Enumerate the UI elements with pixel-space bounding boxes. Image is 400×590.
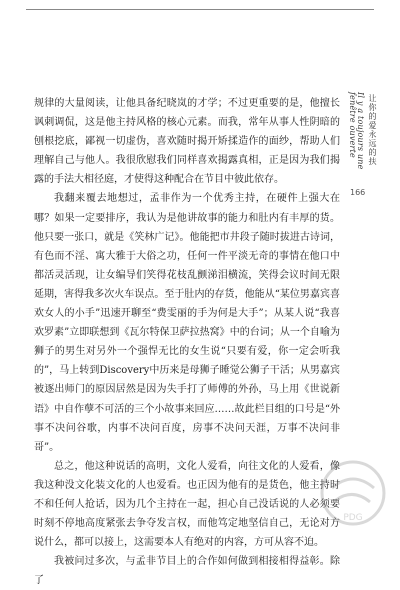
side-header-english: Il y a toujours une fenêtre ouverte xyxy=(348,92,365,170)
paragraph-3: 总之，他这种说话的高明，文化人爱看，向往文化的人爱看，像我这种没文化装文化的人也爱看。也正因为他有的是货色，他主持时不和任何人抢话，因为几个主持在一起，担心自己没话说的人必须要时刻不停地高度紧张去争夺发言权，而他笃定地坚信自己，无论对方说什么，都可以接上，这需要本人有绝对的内容，方可从容不迫。 xyxy=(34,460,340,549)
side-header xyxy=(348,92,384,202)
paragraph-1: 规律的大量阅读，让他具备纪晓岚的才学；不过更重要的是，他擅长讽刺调侃，这是他主持风格的核心元素。而我，常年从事人性阴暗的刨根挖底，鄙视一切虚伪，喜欢随时揭开矫揉造作的面纱，帮助人们理解自己与他人。我很欣慰我们同样喜欢揭露真相，正是因为我们揭露的手法大相径庭，才使得这种配合在节目中彼此依存。 xyxy=(34,98,340,186)
top-rule xyxy=(26,9,374,10)
side-header-chinese: 让你的爱永远的扶 xyxy=(368,94,377,166)
body-text xyxy=(34,94,340,590)
paragraph-4: 我被问过多次，与孟非节目上的合作如何做到相接相得益彰。除了 xyxy=(34,556,340,587)
watermark-logo xyxy=(318,458,388,528)
watermark-text: PDG xyxy=(343,513,363,523)
paragraph-2: 我翻来覆去地想过，孟非作为一个优秀主持，在硬件上强大在哪？如果一定要排序，我认为是他讲故事的能力和肚内有丰厚的货。他只要一张口，就是《笑林广记》。他能把市井段子随时拔进古诗词，有色而不淫、寓大雅于大俗之功，任何一件平淡无奇的事情在他口中都活灵活现，让女编导们笑得花枝乱颤涕泪横流，笑得会议时间无限延期，害得我多次火车误点。至于肚内的存货，他能从“某位男嘉宾喜欢女人的小手”迅速开聊至“费雯丽的手为何是大手”；从某人说“我喜欢罗素”立即联想到《瓦尔特保卫萨拉热窝》中的台词；从一个自喻为狮子的男生对另外一个强悍无比的女生说“只要有爱，你一定会听我的”，马上转到Discovery中历来是母狮子睡觉公狮子干活；从男嘉宾被逐出师门的原因居然是因为失手打了师傅的外孙，马上用《世说新语》中自作孽不可活的三个小故事来回应……故此栏目组的口号是“外事不决问谷歌，内事不决问百度，房事不决问天涯，万事不决问非哥”。 xyxy=(34,193,340,453)
page-number: 166 xyxy=(350,188,366,197)
